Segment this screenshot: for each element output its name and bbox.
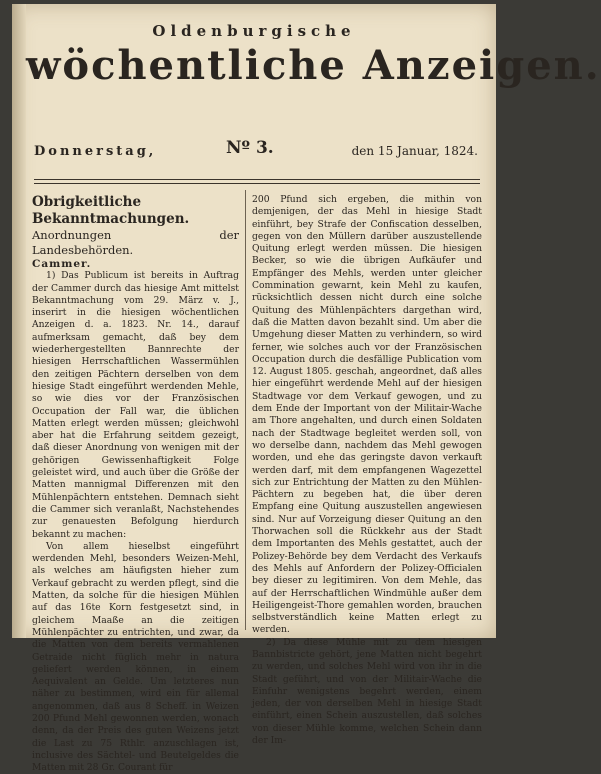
subsection-title: Anordnungen der Landesbehörden.: [32, 228, 239, 257]
left-column: [32, 194, 239, 774]
newspaper-page: [12, 4, 601, 774]
header-rule: [34, 179, 480, 184]
department-heading: Cammer.: [32, 258, 92, 270]
column-divider: [245, 190, 246, 630]
article-paragraph: 2) Da diese Mühle mit zu dem hiesigen Bannbistricte gehört, jene Matten nicht begehrt zu werden, und solches Mehl wird von ihr in die Stadt geführt, und von der Militair-Wache die Einfuhr wenigstens begehrt werden, einem jeden, der von derselben Mehl in hiesige Stadt einführt, einen Schein auszustellen, daß solches von dieser Mühle komme, welchen Schein dann der Im-: [252, 636, 482, 747]
article-paragraph: 200 Pfund sich ergeben, die mithin von demjenigen, der das Mehl in hiesige Stadt einführt, bey Strafe der Confiscation desselben, gegen von den Müllern darüber auszustellende Quitung erlegt werden müssen. Die hiesigen Becker, so wie die übrigen Aufkäufer und Empfänger des Mehls, werden unter gleicher Commination gewarnt, kein Mehl zu kaufen, rücksichtlich dessen nicht durch eine solche Quitung des Mühlenpächters dargethan wird, daß die Matten davon bezahlt sind. Um aber die Umgehung dieser Matten zu verhindern, so wird ferner, wie solches auch vor der Französischen Occupation durch die desfällige Publication vom 12. August 1805. geschah, angeordnet, daß alles hier eingeführt werdende Mehl auf der hiesigen Stadtwage vor dem Verkauf gewogen, und zu dem Ende der Important von der Militair-Wache am Thore angehalten, und durch einen Soldaten nach der Stadtwage begleitet werden soll, von wo derselbe dann, nachdem das Mehl gewogen worden, und ehe das geringste davon verkauft werden darf, mit dem empfangenen Wagezettel sich zur Entrichtung der Matten zu den Mühlen-Pächtern zu begeben hat, die über deren Empfang eine Quitung auszustellen angewiesen sind. Nur auf Vorzeigung dieser Quitung an den Thorwachen soll die Rückkehr aus der Stadt dem Importanten des Mehls gestattet, auch der Polizey-Behörde bey dem Verdacht des Verkaufs des Mehls auf Anfordern der Polizey-Officialen bey dieser zu legitimiren. Von dem Mehle, das auf der Herrschaftlichen Windmühle außer dem Heiligengeist-Thore gemahlen worden, brauchen selbstverständlich keine Matten erlegt zu werden.: [252, 194, 482, 636]
article-paragraph: 1) Das Publicum ist bereits in Auftrag der Cammer durch das hiesige Amt mittelst Bekanntmachung vom 29. März v. J., inserirt in die hiesigen wöchentlichen Anzeigen d. a. 1823. Nr. 14., darauf aufmerksam gemacht, daß bey dem wiederhergestellten Bannrechte der hiesigen Herrschaftlichen Wassermühlen den zeitigen Pächtern derselben von dem hiesige Stadt eingeführt werdenden Mehle, so wie dies vor der Französischen Occupation der Fall war, die üblichen Matten erlegt werden müssen; gleichwohl aber hat die Erfahrung seitdem gezeigt, daß dieser Anordnung von wenigen mit der gehörigen Gewissenhaftigkeit Folge geleistet wird, und auch über die Größe der Matten mannigmal Differenzen mit den Mühlenpächtern entstehen. Demnach sieht die Cammer sich veranlaßt, Nachstehendes zur genauesten Befolgung hierdurch bekannt zu machen:: [32, 270, 239, 540]
issue-date: den 15 Januar, 1824.: [351, 144, 478, 158]
article-paragraph: Von allem hieselbst eingeführt werdenden Mehl, besonders Weizen-Mehl, als welches am häufigsten hieher zum Verkauf gebracht zu werden pflegt, sind die Matten, da solche für die hiesigen Mühlen auf das 16te Korn festgesetzt sind, in gleichem Maaße an die zeitigen Mühlenpächter zu entrichten, und zwar, da die Matten von dem bereits vermahlenen Getraide nicht füglich mehr in natura geliefert werden können, in einem Aequivalent an Gelde. Um letzteres nun näher zu bestimmen, wird ein für allemal angenommen, daß aus 8 Scheff. in Weizen 200 Pfund Mehl gewonnen werden, wonach denn, da der Preis des guten Weizens jetzt die Last zu 75 Rthlr. anzuschlagen ist, inclusive des Sächtel- und Beutelgeldes die Matten mit 28 Gr. Courant für: [32, 540, 239, 774]
section-title: Obrigkeitliche Bekanntmachungen.: [32, 194, 190, 227]
issue-day: Donnerstag,: [34, 144, 157, 159]
masthead-title: wöchentliche Anzeigen.: [26, 42, 601, 89]
right-column: [252, 194, 482, 747]
dateline: [34, 138, 478, 162]
masthead-subtitle: Oldenburgische: [152, 22, 356, 40]
issue-number: Nº 3.: [226, 138, 274, 158]
page-binding-edge: [12, 4, 26, 638]
